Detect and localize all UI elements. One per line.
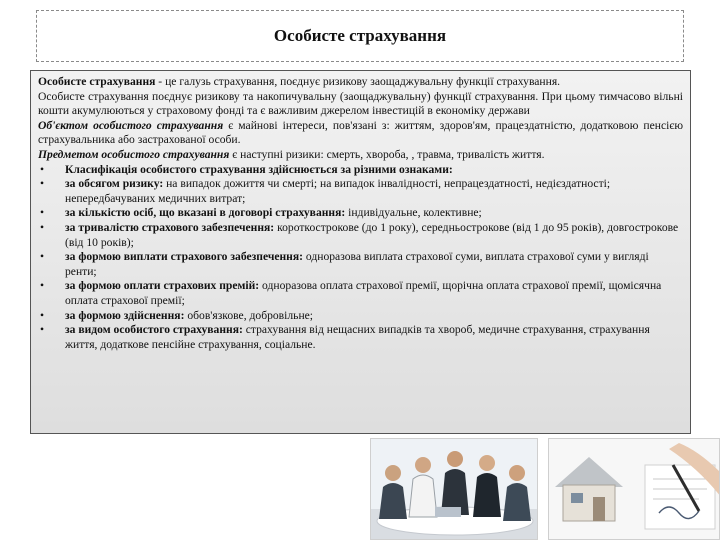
definition-text: - це галузь страхування, поєднує ризикову заощаджувальну функції страхування. bbox=[155, 75, 561, 88]
list-item-text: на випадок дожиття чи смерті; на випадок інвалідності, непрацездатності, недієздатності; непередбачуваних медичних витрат; bbox=[65, 177, 611, 205]
classification-list bbox=[38, 163, 683, 353]
business-meeting-photo bbox=[370, 438, 538, 540]
list-item-term: за формою здійснення: bbox=[65, 308, 185, 322]
bullet-icon: • bbox=[40, 279, 45, 293]
list-item bbox=[38, 177, 683, 206]
subject-paragraph bbox=[38, 148, 683, 163]
intro-paragraph: Особисте страхування поєднує ризикову та накопичувальну (заощаджувальну) функції страхування. При цьому тимчасово вільні кошти акумулюються у страховому фонді та є важливим джерелом інвестицій в економіку держави bbox=[38, 89, 683, 118]
meeting-illustration bbox=[371, 439, 538, 540]
page-title: Особисте страхування bbox=[273, 26, 447, 45]
bullet-icon: • bbox=[40, 220, 45, 234]
house-illustration bbox=[549, 439, 720, 540]
bullet-icon: • bbox=[40, 206, 45, 220]
list-item bbox=[38, 323, 683, 352]
list-item bbox=[38, 206, 683, 221]
subject-text: є наступні ризики: смерть, хвороба, , травма, тривалість життя. bbox=[229, 147, 545, 161]
list-item-text: короткострокове (до 1 року), середньострокове (від 1 до 95 років), довгострокове (від 10 років); bbox=[65, 220, 679, 249]
bullet-icon: • bbox=[40, 308, 45, 322]
bullet-icon: • bbox=[40, 323, 45, 337]
title-banner bbox=[36, 10, 684, 62]
list-item bbox=[38, 163, 683, 178]
list-item-term: за обсягом ризику: bbox=[65, 177, 164, 191]
subject-term: Предметом особистого страхування bbox=[38, 147, 230, 161]
list-item bbox=[38, 309, 683, 324]
list-item-text: індивідуальне, колективне; bbox=[345, 206, 482, 220]
list-item-term: за формою виплати страхового забезпечення: bbox=[65, 250, 303, 264]
bullet-icon: • bbox=[40, 162, 45, 176]
list-item-text: обов'язкове, добровільне; bbox=[184, 308, 314, 322]
list-item bbox=[38, 279, 683, 308]
house-signing-photo bbox=[548, 438, 720, 540]
list-item-term: за формою оплати страхових премій: bbox=[65, 279, 260, 293]
object-text: є майнові інтереси, пов'язані з: життям, здоров'ям, працездатністю, додатковою пенсією страхувальника або застрахованої особи. bbox=[38, 118, 683, 147]
list-item-term: за видом особистого страхування: bbox=[65, 323, 243, 337]
intro-definition bbox=[38, 75, 683, 90]
list-item-term: за тривалістю страхового забезпечення: bbox=[65, 220, 275, 234]
list-item-text: одноразова оплата страхової премії, щорічна оплата страхової премії, щомісячна оплата страхової премії; bbox=[65, 279, 662, 307]
object-paragraph bbox=[38, 119, 683, 148]
list-item bbox=[38, 221, 683, 250]
list-item-text: одноразова виплата страхової суми, виплата страхової суми у вигляді ренти; bbox=[65, 250, 649, 278]
bullet-icon: • bbox=[40, 250, 45, 264]
bullet-icon: • bbox=[40, 177, 45, 191]
object-term: Об'єктом особистого страхування bbox=[38, 118, 224, 132]
list-item-text: страхування від нещасних випадків та хвороб, медичне страхування, страхування життя, додаткове пенсійне страхування, соціальне. bbox=[65, 323, 650, 351]
content-panel bbox=[30, 70, 691, 434]
list-item bbox=[38, 250, 683, 279]
list-item-term: за кількістю осіб, що вказані в договорі страхування: bbox=[65, 206, 346, 220]
list-item-term: Класифікація особистого страхування здійснюється за різними ознаками: bbox=[65, 162, 453, 176]
definition-term: Особисте страхування bbox=[38, 75, 156, 88]
